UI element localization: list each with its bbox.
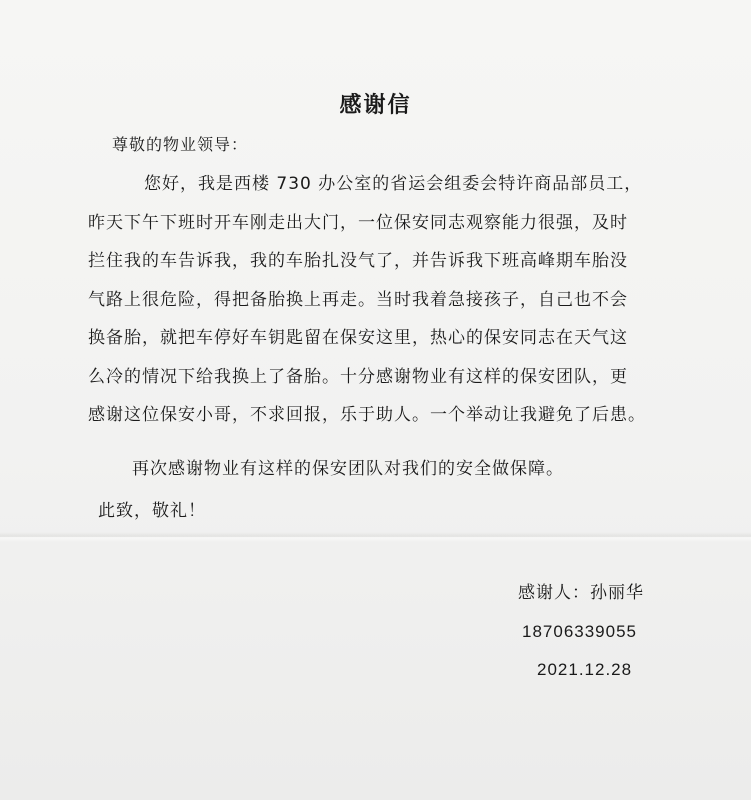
phone-number: 18706339055 [522,622,638,641]
salutation: 尊敬的物业领导： [112,135,249,154]
body-line: 您好，我是西楼 730 办公室的省运会组委会特许商品部员工， [144,174,643,194]
body-line: 气路上很危险，得把备胎换上再走。当时我着急接孩子，自己也不会 [88,289,628,310]
signer: 感谢人：孙丽华 [518,583,644,603]
body-line: 昨天下午下班时开车刚走出大门，一位保安同志观察能力很强，及时 [88,212,628,233]
body-line: 拦住我的车告诉我，我的车胎扎没气了，并告诉我下班高峰期车胎没 [88,251,628,271]
letter-date: 2021.12.28 [537,660,633,679]
body-paragraph [88,165,670,435]
body-line: 感谢这位保安小哥，不求回报，乐于助人。一个举动让我避免了后患。 [88,405,646,425]
second-paragraph-text: 再次感谢物业有这样的保安团队对我们的安全做保障。 [132,459,564,479]
body-line: 么冷的情况下给我换上了备胎。十分感谢物业有这样的保安团队，更 [88,366,628,387]
letter-title: 感谢信 [339,93,412,118]
closing: 此致，敬礼！ [98,501,206,521]
second-paragraph [112,450,694,489]
body-line: 换备胎，就把车停好车钥匙留在保安这里，热心的保安同志在天气这 [88,328,628,348]
paper-fold-crease [0,532,751,542]
